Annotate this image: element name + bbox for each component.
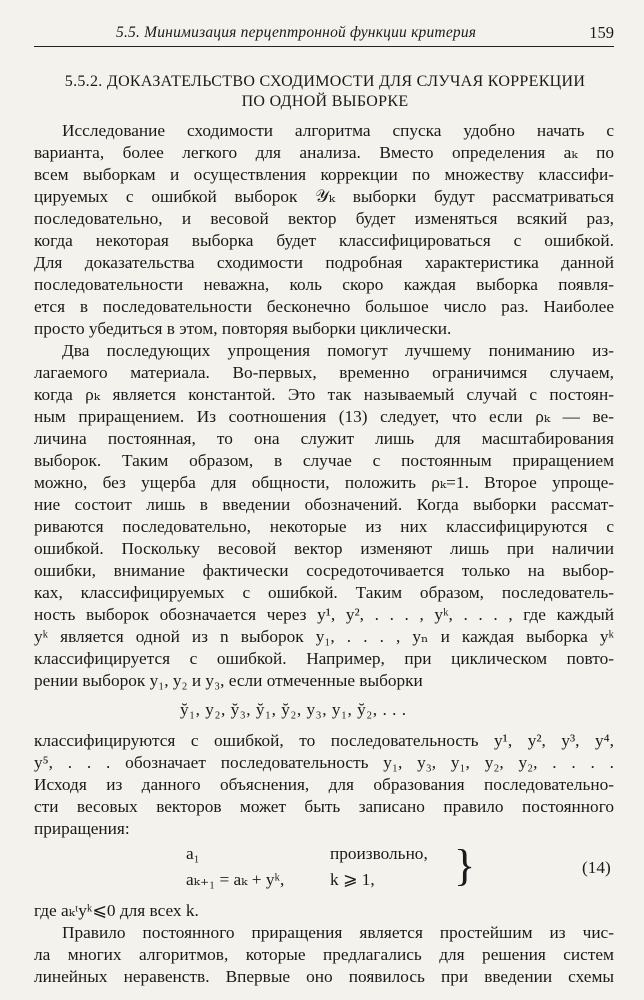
paragraph-2-line: ках, классифицируемых с ошибкой. Таким образом, последователь- [34, 583, 614, 602]
equation-condition: где aₖᵗyᵏ⩽0 для всех k. [34, 901, 199, 920]
paragraph-2-line: рении выборок y₁, y₂ и y₃, если отмеченные выборки [34, 671, 423, 690]
paragraph-2-line: ошибкой. Поскольку весовой вектор изменяют лишь при наличии [34, 539, 614, 558]
sample-sequence: y̆₁, y₂, y̆₃, y̆₁, y̆₂, y₃, y₁, y̆₂, . . . [180, 700, 407, 719]
equation-number: (14) [582, 858, 611, 877]
paragraph-1-line: последовательности неважна, коль скоро каждая выборка появля- [34, 275, 614, 294]
paragraph-1-line: просто убедиться в этом, повторяя выборки циклически. [34, 319, 452, 338]
paragraph-2-line: когда ρₖ является константой. Это так называемый случай с постоян- [34, 385, 614, 404]
paragraph-1-line: всем выборкам и осуществления коррекции по множеству классифи- [34, 165, 614, 184]
paragraph-4-line: Правило постоянного приращения является простейшим из чис- [62, 923, 614, 942]
paragraph-2-line: ность выборок обозначается через y¹, y², . . . , yᵏ, . . . , где каждый [34, 605, 614, 624]
paragraph-3-line: Исходя из данного объяснения, для образования последовательно- [34, 775, 614, 794]
paragraph-1-line: последовательно, и весовой вектор будет изменяться всякий раз, [34, 209, 614, 228]
paragraph-3-line: приращения: [34, 819, 130, 838]
paragraph-1-line: Для доказательства сходимости подробная характеристика данной [34, 253, 614, 272]
section-heading-line-2: ПО ОДНОЙ ВЫБОРКЕ [241, 93, 409, 110]
paragraph-2-line: лагаемого материала. Во-первых, временно ограничимся случаем, [34, 363, 614, 382]
paragraph-1-line: цируемых с ошибкой выборок 𝒴ₖ выборки будут рассматриваться [34, 187, 614, 206]
paragraph-1-line: Исследование сходимости алгоритма спуска удобно начать с [62, 121, 614, 140]
paragraph-4-line: ла многих алгоритмов, которые предлагались для решения систем [34, 945, 614, 964]
equation-row-1-lhs: a₁ [186, 844, 200, 863]
paragraph-2-line: риваются последовательно, некоторые из них классифицируются с [34, 517, 614, 536]
paragraph-2-line: Два последующих упрощения помогут лучшему пониманию из- [62, 341, 614, 360]
paragraph-2-line: ние состоит лишь в введении обозначений. Когда выборки рассмат- [34, 495, 614, 514]
paragraph-2-line: ным приращением. Из соотношения (13) следует, что если ρₖ — ве- [34, 407, 614, 426]
paragraph-4-line: линейных неравенств. Впервые оно появилось при введении схемы [34, 967, 614, 986]
paragraph-3-line: y⁵, . . . обозначает последовательность y₁, y₃, y₁, y₂, y₂, . . . . [34, 753, 614, 772]
equation-row-2-lhs: aₖ₊₁ = aₖ + yᵏ, [186, 870, 285, 889]
paragraph-1-line: варианта, более легкого для анализа. Вместо определения aₖ по [34, 143, 614, 162]
equation-row-1-rhs: произвольно, [330, 844, 428, 863]
paragraph-3-line: сти весовых векторов может быть записано правило постоянного [34, 797, 614, 816]
paragraph-2-line: yᵏ является одной из n выборок y₁, . . . , yₙ и каждая выборка yᵏ [34, 627, 614, 646]
paragraph-3-line: классифицируются с ошибкой, то последовательность y¹, y², y³, y⁴, [34, 731, 614, 750]
equation-brace: } [454, 841, 476, 890]
paragraph-2-line: выборок. Таким образом, в случае с постоянным приращением [34, 451, 614, 470]
running-title: 5.5. Минимизация перцептронной функции критерия [116, 24, 477, 41]
section-heading-line-1: 5.5.2. ДОКАЗАТЕЛЬСТВО СХОДИМОСТИ ДЛЯ СЛУЧАЯ КОРРЕКЦИИ [64, 73, 586, 90]
paragraph-2-line: личина постоянная, то она служит лишь для масштабирования [34, 429, 614, 448]
equation-row-2-rhs: k ⩾ 1, [330, 870, 375, 889]
paragraph-1-line: когда некоторая выборка будет классифицироваться с ошибкой. [34, 231, 614, 250]
paragraph-1-line: ется в последовательности бесконечно большое число раз. Наиболее [34, 297, 614, 316]
paragraph-2-line: классифицируется с ошибкой. Например, при циклическом повто- [34, 649, 614, 668]
page-number: 159 [589, 23, 614, 42]
running-head [34, 22, 614, 47]
paragraph-2-line: ошибки, внимание фактически сосредоточивается только на выбор- [34, 561, 614, 580]
paragraph-2-line: можно, без ущерба для общности, положить ρₖ=1. Второе упроще- [34, 473, 614, 492]
